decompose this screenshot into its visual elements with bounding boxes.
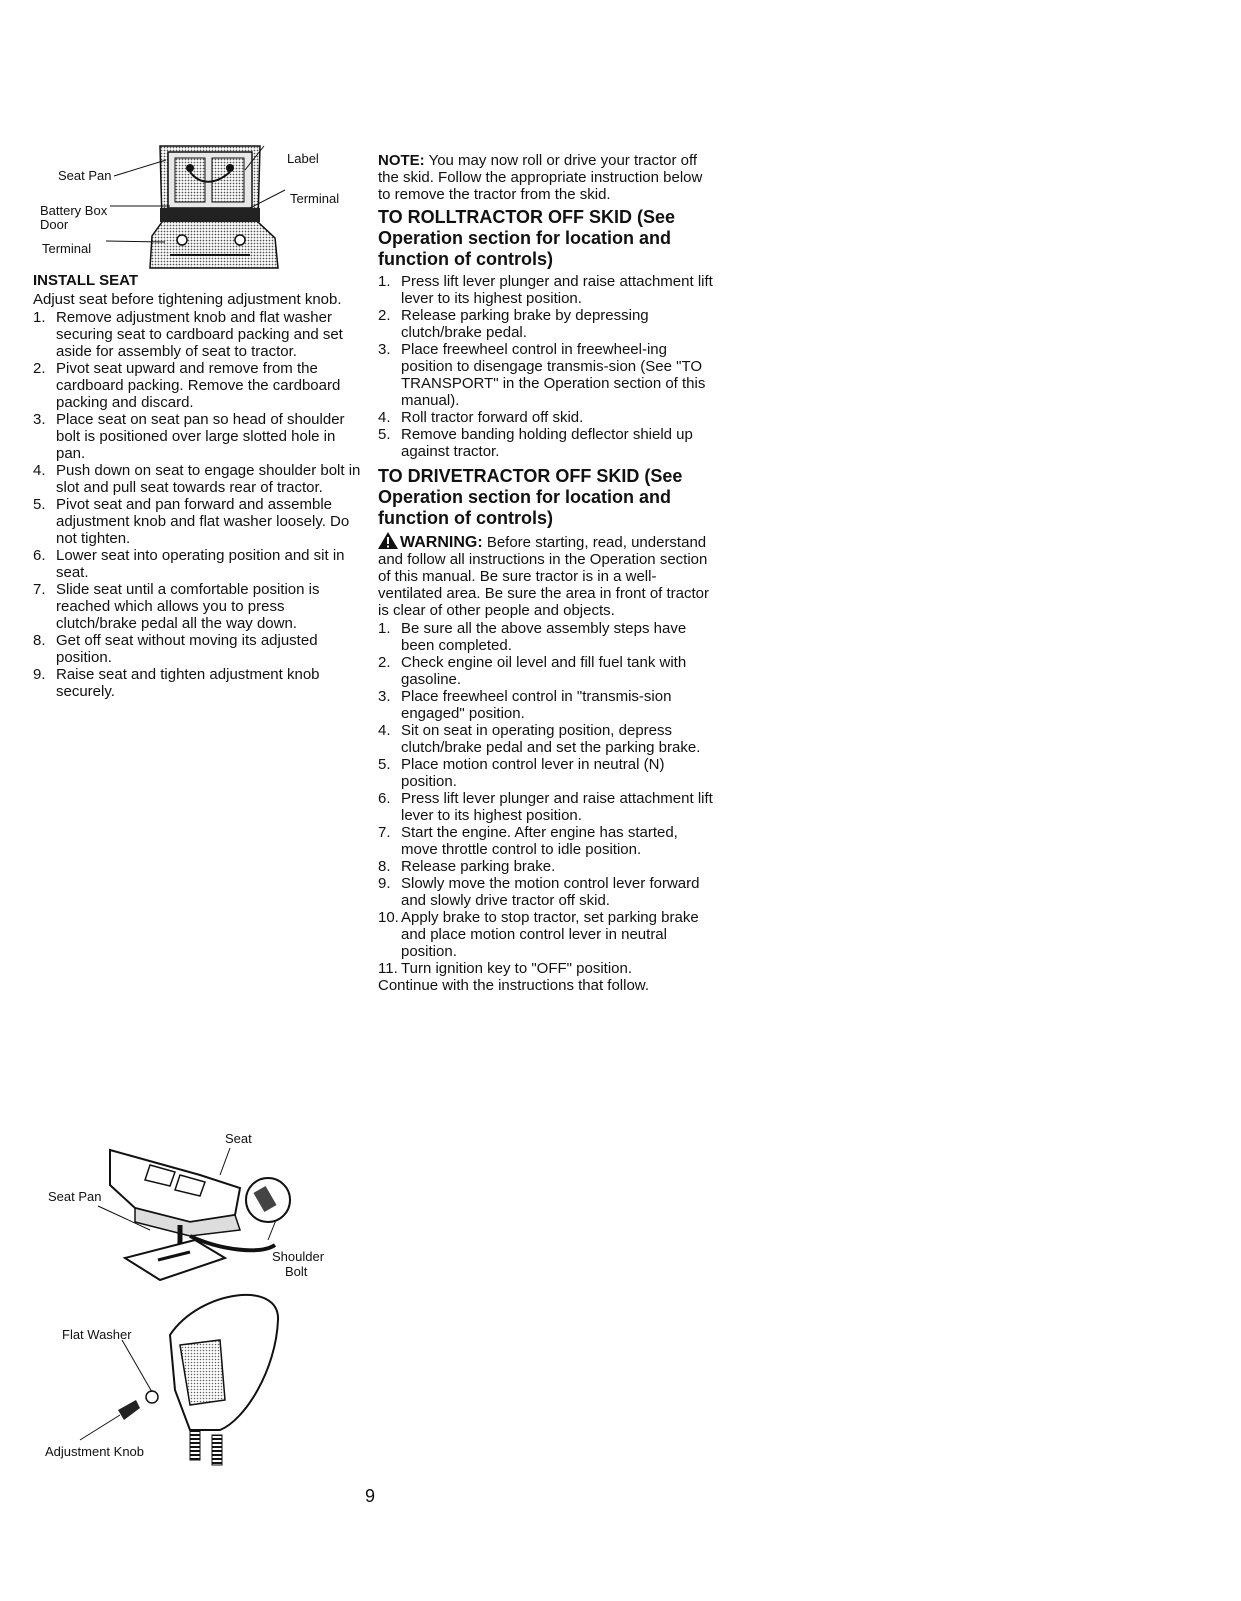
list-item	[378, 307, 718, 341]
install-seat-intro: Adjust seat before tightening adjustment knob.	[33, 291, 342, 308]
step-number: 6.	[33, 547, 46, 564]
step-text: Apply brake to stop tractor, set parking brake and place motion control lever in neutral position.	[401, 909, 699, 960]
step-number: 3.	[378, 341, 391, 358]
list-item	[378, 909, 718, 960]
step-number: 4.	[33, 462, 46, 479]
label-callout: Label	[287, 151, 319, 166]
step-number: 10.	[378, 909, 399, 926]
step-number: 4.	[378, 722, 391, 739]
step-text: Press lift lever plunger and raise attachment lift lever to its highest position.	[401, 273, 713, 307]
step-text: Press lift lever plunger and raise attachment lift lever to its highest position.	[401, 790, 713, 824]
roll-section-steps	[378, 273, 718, 460]
list-item	[33, 462, 363, 496]
adjustment-knob-callout: Adjustment Knob	[45, 1444, 145, 1459]
seat-callout: Seat	[225, 1131, 252, 1146]
page-number: 9	[364, 1486, 375, 1506]
note-label: NOTE:	[378, 152, 425, 169]
list-item	[378, 722, 718, 756]
step-text: Place seat on seat pan so head of shoulder bolt is positioned over large slotted hole in pan.	[56, 411, 345, 462]
step-number: 7.	[378, 824, 391, 841]
step-text: Place freewheel control in freewheel-ing position to disengage transmis-sion (See "TO TRANSPORT" in the Operation section of this manual).	[401, 341, 706, 409]
warning-text: Before starting, read, understand and follow all instructions in the Operation section of this manual. Be sure tractor is in a well-ventilated area. Be sure the area in front of tractor is clear of other people and objects.	[378, 534, 710, 619]
battery-box-callout: Battery Box	[40, 203, 108, 218]
roll-section-title: TO ROLLTRACTOR OFF SKID (See Operation section for location and function of controls)	[378, 207, 676, 269]
shoulder-callout: Shoulder	[272, 1249, 325, 1264]
note-paragraph	[378, 152, 718, 203]
step-number: 3.	[378, 688, 391, 705]
warning-label: WARNING:	[400, 534, 483, 551]
list-item	[378, 426, 718, 460]
drive-section-title: TO DRIVETRACTOR OFF SKID (See Operation section for location and function of controls)	[378, 466, 683, 528]
step-text: Check engine oil level and fill fuel tank with gasoline.	[401, 654, 687, 688]
step-text: Lower seat into operating position and sit in seat.	[56, 547, 345, 581]
terminal-left-callout: Terminal	[42, 241, 92, 256]
list-item	[378, 875, 718, 909]
step-text: Turn ignition key to "OFF" position.	[401, 960, 633, 977]
drive-section-steps	[378, 620, 718, 977]
step-number: 9.	[378, 875, 391, 892]
step-text: Slide seat until a comfortable position is reached which allows you to press clutch/brake pedal all the way down.	[56, 581, 320, 632]
seat-pan-callout-2: Seat Pan	[48, 1189, 102, 1204]
list-item	[378, 654, 718, 688]
list-item	[378, 960, 718, 977]
step-text: Release parking brake.	[401, 858, 556, 875]
step-text: Get off seat without moving its adjusted position.	[56, 632, 318, 666]
seat-pan-callout: Seat Pan	[58, 168, 112, 183]
warning-icon	[378, 532, 398, 549]
step-text: Push down on seat to engage shoulder bolt in slot and pull seat towards rear of tractor.	[56, 462, 361, 496]
warning-paragraph	[378, 532, 718, 619]
step-text: Place freewheel control in "transmis-sion engaged" position.	[401, 688, 672, 722]
step-number: 6.	[378, 790, 391, 807]
list-item	[378, 824, 718, 858]
install-seat-title: INSTALL SEAT	[33, 272, 138, 289]
note-text: You may now roll or drive your tractor off the skid. Follow the appropriate instruction below to remove the tractor from the skid.	[378, 152, 703, 203]
list-item	[378, 858, 718, 875]
install-seat-steps	[33, 309, 363, 700]
terminal-right-callout: Terminal	[290, 191, 340, 206]
step-number: 5.	[378, 426, 391, 443]
list-item	[378, 790, 718, 824]
list-item	[33, 632, 363, 666]
step-text: Sit on seat in operating position, depress clutch/brake pedal and set the parking brake.	[401, 722, 701, 756]
list-item	[378, 620, 718, 654]
battery-figure	[40, 140, 360, 270]
step-number: 1.	[378, 273, 391, 290]
list-item	[378, 273, 718, 307]
list-item	[33, 666, 363, 700]
seat-illustration	[40, 1130, 360, 1475]
step-number: 11.	[378, 960, 398, 977]
install-seat-section	[33, 272, 363, 700]
list-item	[378, 409, 718, 426]
step-number: 5.	[33, 496, 46, 513]
step-text: Release parking brake by depressing clutch/brake pedal.	[401, 307, 649, 341]
seat-figure	[40, 1130, 360, 1475]
step-number: 1.	[33, 309, 46, 326]
step-number: 5.	[378, 756, 391, 773]
step-number: 2.	[33, 360, 46, 377]
closing-line: Continue with the instructions that follow.	[378, 977, 649, 994]
step-text: Remove banding holding deflector shield up against tractor.	[401, 426, 693, 460]
step-number: 3.	[33, 411, 46, 428]
list-item	[33, 360, 363, 411]
step-text: Roll tractor forward off skid.	[401, 409, 584, 426]
step-number: 7.	[33, 581, 46, 598]
list-item	[378, 341, 718, 409]
list-item	[33, 547, 363, 581]
step-text: Place motion control lever in neutral (N) position.	[401, 756, 665, 790]
step-text: Pivot seat and pan forward and assemble adjustment knob and flat washer loosely. Do not tighten.	[56, 496, 350, 547]
step-text: Be sure all the above assembly steps have been completed.	[401, 620, 687, 654]
bolt-callout: Bolt	[285, 1264, 308, 1279]
list-item	[33, 309, 363, 360]
step-text: Start the engine. After engine has started, move throttle control to idle position.	[401, 824, 678, 858]
step-number: 2.	[378, 307, 391, 324]
right-column	[378, 152, 718, 995]
step-text: Pivot seat upward and remove from the cardboard packing. Remove the cardboard packing and discard.	[56, 360, 341, 411]
step-number: 8.	[378, 858, 391, 875]
list-item	[33, 411, 363, 462]
step-text: Raise seat and tighten adjustment knob securely.	[56, 666, 320, 700]
list-item	[33, 581, 363, 632]
list-item	[378, 756, 718, 790]
list-item	[33, 496, 363, 547]
step-number: 2.	[378, 654, 391, 671]
step-number: 9.	[33, 666, 46, 683]
step-number: 1.	[378, 620, 391, 637]
step-text: Slowly move the motion control lever forward and slowly drive tractor off skid.	[401, 875, 700, 909]
door-callout: Door	[40, 217, 69, 232]
flat-washer-callout: Flat Washer	[62, 1327, 132, 1342]
step-number: 4.	[378, 409, 391, 426]
list-item	[378, 688, 718, 722]
step-text: Remove adjustment knob and flat washer securing seat to cardboard packing and set aside for assembly of seat to tractor.	[56, 309, 343, 360]
step-number: 8.	[33, 632, 46, 649]
